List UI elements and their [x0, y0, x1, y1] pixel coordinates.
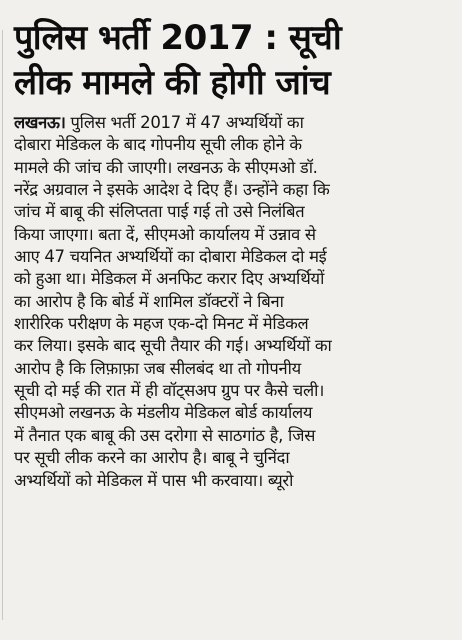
body-line: पर सूची लीक करने का आरोप है। बाबू ने चुनिंदा	[14, 448, 290, 468]
body-line: में तैनात एक बाबू की उस दरोगा से साठगांठ है, जिस	[14, 425, 316, 445]
first-line-text: पुलिस भर्ती 2017 में 47 अभ्यर्थियों का	[65, 113, 304, 132]
headline-line-2: लीक मामले की होगी जांच	[14, 63, 331, 103]
body-line: सीएमओ लखनऊ के मंडलीय मेडिकल बोर्ड कार्यालय	[14, 403, 313, 423]
body-line: शारीरिक परीक्षण के महज एक-दो मिनट में मेडिकल	[14, 314, 309, 334]
body-line: दोबारा मेडिकल के बाद गोपनीय सूची लीक होने के	[14, 135, 302, 155]
body-line: जांच में बाबू की संलिप्तता पाई गई तो उसे निलंबित	[14, 202, 305, 222]
body-line: किया जाएगा। बता दें, सीएमओ कार्यालय में उन्नाव से	[14, 224, 316, 244]
body-line: कर लिया। इसके बाद सूची तैयार की गई। अभ्यर्थियों का	[14, 336, 332, 356]
headline	[14, 16, 452, 106]
body-line: को हुआ था। मेडिकल में अनफिट करार दिए अभ्यर्थियों	[14, 269, 325, 289]
body-line: सूची दो मई की रात में ही वॉट्सअप ग्रुप पर कैसे चली।	[14, 381, 325, 401]
body-line: मामले की जांच की जाएगी। लखनऊ के सीएमओ डॉ.	[14, 157, 318, 177]
body-line: आरोप है कि लिफ़ाफ़ा जब सीलबंद था तो गोपनीय	[14, 358, 301, 378]
body-line: अभ्यर्थियों को मेडिकल में पास भी करवाया। ब्यूरो	[14, 470, 294, 490]
body-line: नरेंद्र अग्रवाल ने इसके आदेश दे दिए हैं। उन्होंने कहा कि	[14, 180, 330, 200]
article-body	[14, 112, 452, 492]
body-line	[14, 112, 452, 134]
headline-line-1: पुलिस भर्ती 2017 : सूची	[14, 18, 342, 58]
dateline: लखनऊ।	[14, 113, 66, 132]
body-line: का आरोप है कि बोर्ड में शामिल डॉक्टरों ने बिना	[14, 291, 284, 311]
body-line: आए 47 चयनित अभ्यर्थियों का दोबारा मेडिकल दो मई	[14, 247, 327, 267]
